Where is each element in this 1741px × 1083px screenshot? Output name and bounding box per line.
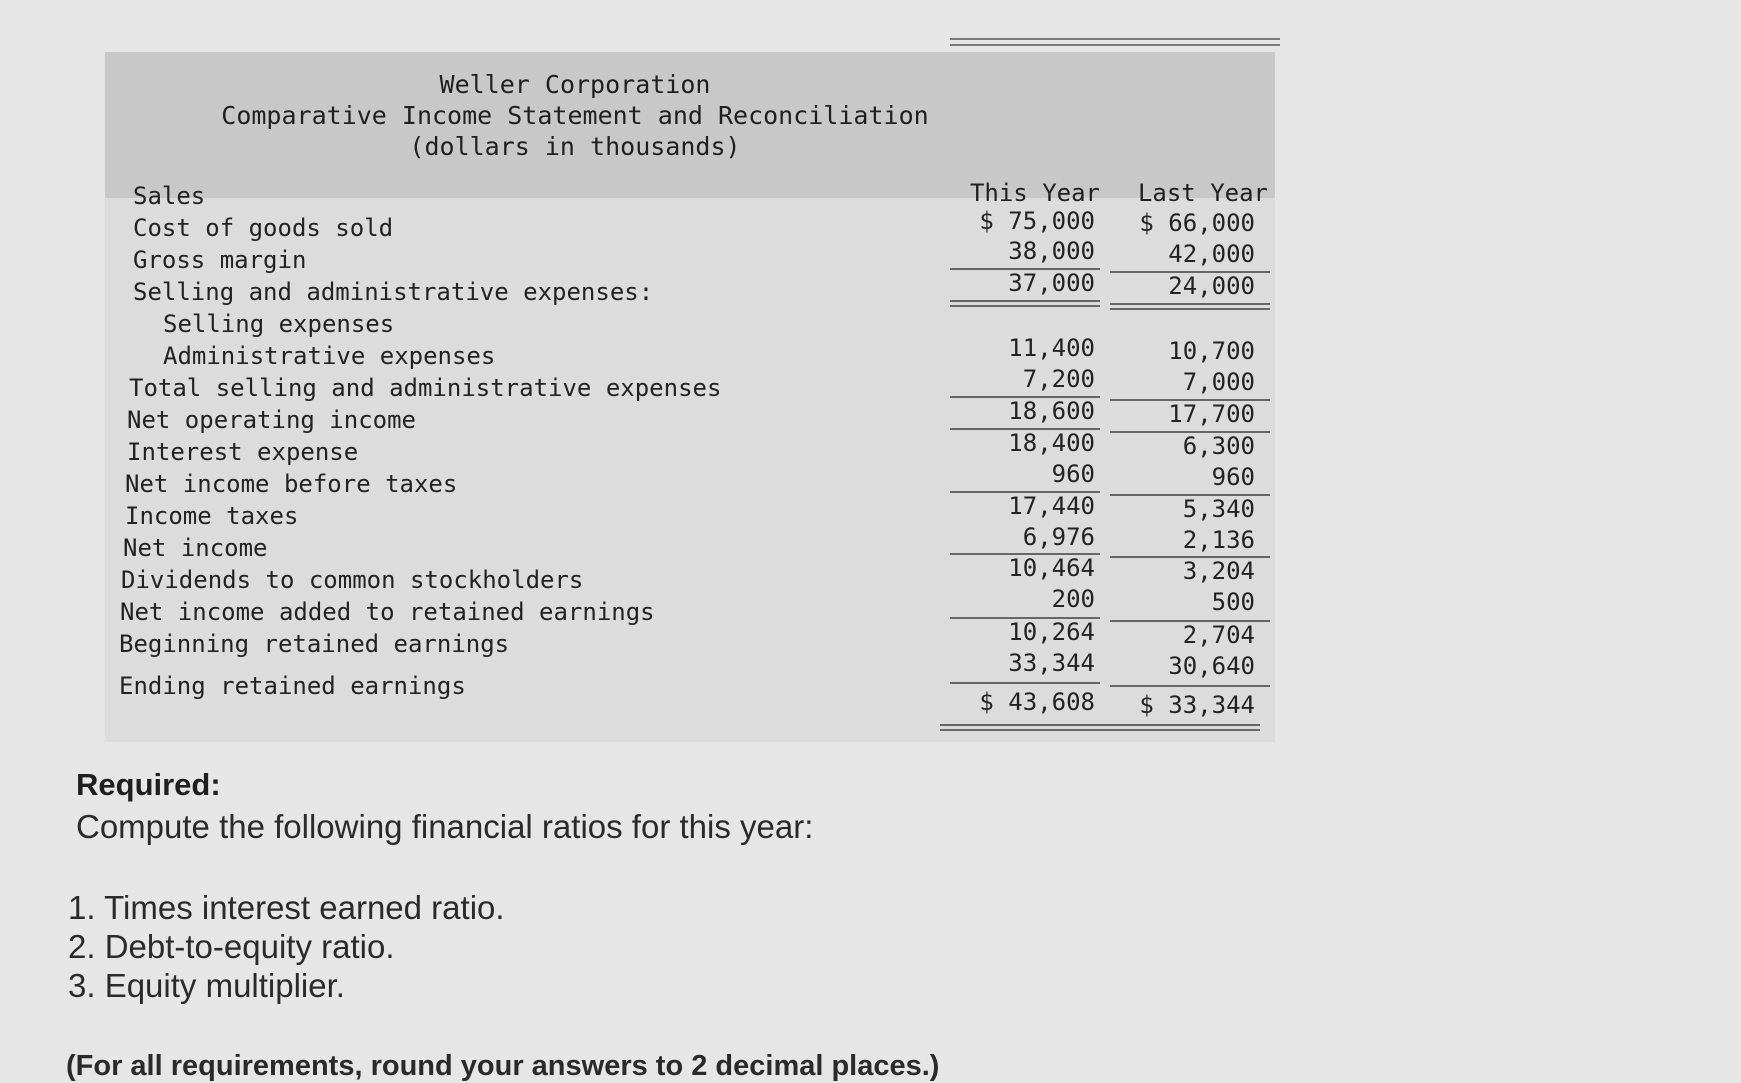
row-label-income-taxes: Income taxes	[125, 502, 299, 530]
required-instruction: Compute the following financial ratios for this year:	[76, 808, 814, 845]
rule-after-total-sga-this	[950, 428, 1100, 430]
value-last-year-interest: 960	[1211, 463, 1255, 491]
value-last-year-net-operating-income: 6,300	[1182, 432, 1255, 460]
rule-after-taxes-this	[950, 553, 1100, 555]
rule-after-admin-this	[950, 396, 1100, 398]
requirement-item: 2. Debt-to-equity ratio.	[68, 928, 395, 965]
row-label-net-income-to-re: Net income added to retained earnings	[120, 598, 655, 626]
value-this-year-ending-re: $ 43,608	[979, 688, 1095, 716]
row-label-gross-margin: Gross margin	[133, 246, 307, 274]
company-name: Weller Corporation	[439, 70, 711, 99]
statement-units: (dollars in thousands)	[409, 132, 741, 161]
row-label-dividends: Dividends to common stockholders	[121, 566, 584, 594]
value-last-year-dividends: 500	[1211, 588, 1255, 616]
requirement-item: 1. Times interest earned ratio.	[68, 889, 505, 926]
column-header-last-year: Last Year	[1137, 179, 1268, 207]
value-last-year-beginning-re: 30,640	[1168, 652, 1255, 680]
value-this-year-sales: $ 75,000	[979, 207, 1095, 235]
row-label-admin-expenses: Administrative expenses	[163, 342, 496, 370]
value-last-year-selling: 10,700	[1168, 337, 1255, 365]
required-heading: Required:	[76, 767, 221, 802]
row-label-net-income-before-taxes: Net income before taxes	[125, 470, 458, 498]
value-last-year-nibt: 5,340	[1182, 495, 1255, 523]
value-this-year-cogs: 38,000	[1008, 237, 1095, 265]
column-header-this-year: This Year	[969, 179, 1100, 207]
value-last-year-sales: $ 66,000	[1139, 209, 1255, 237]
rule-after-cogs-last	[1110, 271, 1270, 273]
rule-after-cogs-this	[950, 268, 1100, 270]
row-label-net-operating-income: Net operating income	[127, 406, 416, 434]
rule-after-interest-this	[950, 491, 1100, 493]
value-this-year-total-sga: 18,600	[1008, 397, 1095, 425]
row-label-ending-re: Ending retained earnings	[119, 672, 466, 700]
row-label-interest-expense: Interest expense	[127, 438, 359, 466]
value-last-year-income-taxes: 2,136	[1182, 526, 1255, 554]
rule-after-beginning-re-last	[1110, 685, 1270, 687]
row-label-cogs: Cost of goods sold	[133, 214, 394, 242]
value-this-year-selling: 11,400	[1008, 334, 1095, 362]
value-last-year-admin: 7,000	[1182, 368, 1255, 396]
value-this-year-interest: 960	[1051, 460, 1095, 488]
value-last-year-net-income: 3,204	[1182, 557, 1255, 585]
row-label-selling-expenses: Selling expenses	[163, 310, 395, 338]
rule-after-taxes-last	[1110, 556, 1270, 558]
rule-after-total-sga-last	[1110, 431, 1270, 433]
statement-title: Comparative Income Statement and Reconciliation	[221, 101, 929, 130]
value-this-year-net-operating-income: 18,400	[1008, 429, 1095, 457]
requirements-list	[68, 888, 505, 1005]
statement-header	[105, 52, 1275, 207]
value-this-year-admin: 7,200	[1022, 365, 1095, 393]
rule-after-gross-margin-last	[1110, 303, 1270, 310]
value-last-year-total-sga: 17,700	[1168, 400, 1255, 428]
row-label-total-sga: Total selling and administrative expenses	[129, 374, 722, 402]
rule-after-gross-margin-this	[950, 300, 1100, 307]
value-last-year-cogs: 42,000	[1168, 240, 1255, 268]
value-this-year-nibt: 17,440	[1008, 492, 1095, 520]
rule-ending-re-double	[940, 724, 1260, 731]
value-this-year-income-taxes: 6,976	[1022, 523, 1095, 551]
rule-after-beginning-re-this	[950, 682, 1100, 684]
row-label-net-income: Net income	[123, 534, 268, 562]
top-rule	[950, 38, 1280, 46]
value-this-year-dividends: 200	[1051, 585, 1095, 613]
rule-after-admin-last	[1110, 399, 1270, 401]
value-this-year-beginning-re: 33,344	[1008, 649, 1095, 677]
requirement-item: 3. Equity multiplier.	[68, 967, 345, 1004]
rule-after-dividends-this	[950, 617, 1100, 619]
row-label-sales: Sales	[133, 182, 206, 210]
rule-after-dividends-last	[1110, 620, 1270, 622]
value-last-year-ending-re: $ 33,344	[1139, 691, 1255, 719]
value-last-year-gross-margin: 24,000	[1168, 272, 1255, 300]
value-this-year-net-income: 10,464	[1008, 554, 1095, 582]
row-label-sga-heading: Selling and administrative expenses:	[133, 278, 654, 306]
value-this-year-net-income-to-re: 10,264	[1008, 618, 1095, 646]
value-this-year-gross-margin: 37,000	[1008, 269, 1095, 297]
rule-after-interest-last	[1110, 494, 1270, 496]
value-last-year-net-income-to-re: 2,704	[1182, 621, 1255, 649]
rounding-note: (For all requirements, round your answers to 2 decimal places.)	[66, 1050, 940, 1082]
row-label-beginning-re: Beginning retained earnings	[119, 630, 510, 658]
income-statement	[105, 52, 1275, 742]
